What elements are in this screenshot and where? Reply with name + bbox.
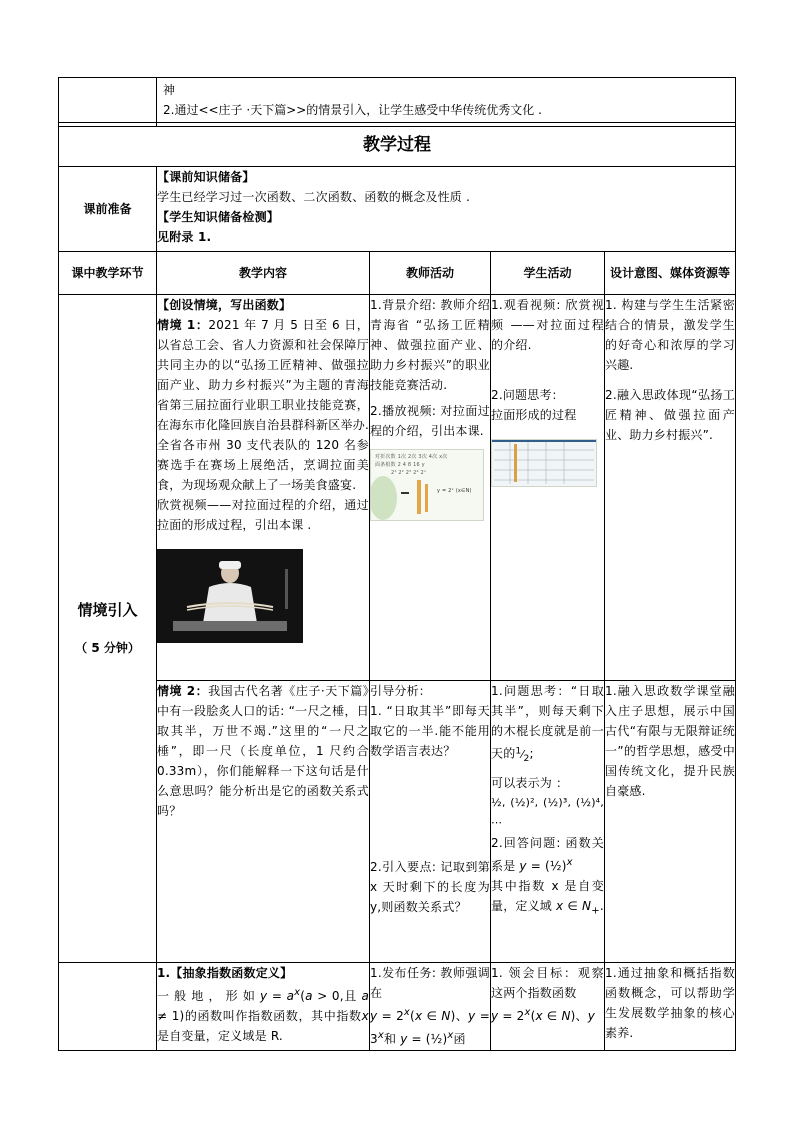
guide-heading: 引导分析： (370, 684, 432, 698)
scenario-1-text: 2021 年 7 月 5 日至 6 日，以省总工会、省人力资源和社会保障厅共同主办的以“弘扬工匠精神、做强拉面产业、助力乡村振兴”为主题的青海省第三届拉面行业职工职业技能竞赛，在海东市化隆回族自治县群科新区举办.全省各市州 30 支代表队的 120 名参赛选手在赛场上展绝活，烹调拉面美食，为现场观众献上了一场美食盛宴. (157, 318, 369, 492)
formula-2x: y (370, 1009, 378, 1023)
top-table-right-cell (157, 78, 736, 127)
prep-heading-2: 【学生知识储备检测】 (157, 210, 280, 224)
intro-label: 情境引入 (77, 600, 138, 619)
function-table-image-icon (371, 450, 483, 520)
scenario-1-label: 情境 1： (157, 318, 209, 332)
definition-formula: y (260, 989, 268, 1003)
scenario-2-student: 1.问题思考：“日取其半”，则每天剩下的木棍长度就是前一天的$^1⁄_2$; 可以表示为 ： ½, (½)², (½)³, (½)⁴, ⋯ 2.回答问题: 函数关系是 y = (½)$^x$ 其中指数 x 是自变量，定义域 x ∈ $N_+$. (491, 681, 605, 963)
svg-text:y = 2ˣ (x∈N): y = 2ˣ (x∈N) (437, 488, 472, 494)
chef-image-icon (157, 549, 303, 643)
domain-formula: x (556, 898, 564, 913)
top-table-left-cell (59, 78, 157, 127)
table-thumbnail-1 (370, 449, 484, 521)
definition-teacher: 1.发布任务: 教师强调在 $y = 2^x(x$ ∈ N)、$y = 3^x$和 y = (½)$^x$函 (370, 963, 491, 1051)
intro-label-cell (59, 295, 157, 963)
design-intent-1: 1. 构建与学生生活紧密结合的情景，激发学生的好奇心和浓厚的学习兴趣. (605, 298, 736, 372)
top-table (58, 77, 736, 127)
scenario-1-student (491, 295, 605, 681)
scenario-1-teacher (370, 295, 491, 681)
intro-time: （ 5 分钟） (75, 640, 140, 655)
student-answer-b: 其中指数 x 是自变量，定义域 (491, 878, 604, 913)
definition-student: 1. 领会目标：观察这两个指数函数 $y = 2^x(x$ ∈ N)、y (491, 963, 605, 1051)
prep-text-2: 见附录 1. (157, 230, 212, 244)
student-activity-2b: 拉面形成的过程 (491, 408, 577, 422)
prep-heading-1: 【课前知识储备】 (157, 170, 255, 184)
prep-content (157, 167, 736, 252)
table-thumbnail-2 (491, 439, 597, 487)
definition-design (605, 963, 736, 1051)
formula-2x-student: y (491, 1009, 499, 1023)
svg-text:对折次数 1次 2次 3次 4次 x次: 对折次数 1次 2次 3次 4次 x次 (375, 454, 448, 460)
student-express: 可以表示为 ： (491, 775, 569, 790)
teacher-activity-1: 1.背景介绍: 教师介绍青海省 “弘扬工匠精神、做强拉面产业、助力乡村振兴”的职业技能竞赛活动. (370, 298, 490, 392)
header-student: 学生活动 (491, 252, 605, 295)
scenario-1-content (157, 295, 370, 681)
prep-text-1: 学生已经学习过一次函数、二次函数、函数的概念及性质 . (157, 190, 471, 204)
definition-text-c: 是自变量，定义域是 R. (157, 1029, 283, 1043)
definition-teacher-fn: 函 (453, 1032, 466, 1046)
header-stage: 课中教学环节 (59, 252, 157, 295)
top-line-1: 神 (163, 83, 176, 97)
header-teacher: 教师活动 (370, 252, 491, 295)
svg-text:2¹ 2² 2³ 2⁴ 2ˣ: 2¹ 2² 2³ 2⁴ 2ˣ (391, 470, 427, 476)
student-activity-1: 1.观看视频: 欣赏视频 ——对拉面过程的介绍. (491, 298, 604, 352)
definition-text-b: 的函数叫作指数函数，其中指数 (184, 1009, 362, 1023)
definition-stage-cell (59, 963, 157, 1051)
noodle-video-photo (157, 549, 303, 643)
scenario-2-text: 我国古代名著《庄子·天下篇》中有一段脍炙人口的话: “一尺之棰，日取其半，万世不竭.”这里的“一尺之棰”，即一尺（长度单位，1 尺约合 0.33m），你们能解释一下这句话是什么意思吗？能分析出是它的函数关系式吗？ (157, 684, 369, 818)
guide-point-2: 2.引入要点: 记取到第 x 天时剩下的长度为 y,则函数关系式？ (370, 860, 490, 914)
header-design: 设计意图、媒体资源等 (605, 252, 736, 295)
prep-label: 课前准备 (59, 167, 157, 252)
scenario-2-teacher (370, 681, 491, 963)
sequence-formula: ½, (½)², (½)³, (½)⁴, ⋯ (491, 795, 604, 829)
scenario-1-text-2: 欣赏视频——对拉面过程的介绍，通过拉面的形成过程，引出本课 . (157, 498, 369, 532)
scenario-2-content (157, 681, 370, 963)
teaching-process-table (58, 122, 736, 1051)
scenario-2-design (605, 681, 736, 963)
definition-teacher-and: 和 (383, 1032, 397, 1046)
design-intent-3: 1.融入思政数学课堂融入庄子思想，展示中国古代“有限与无限辩证统一”的哲学思想，感受中国传统文化，提升民族自豪感. (605, 684, 736, 798)
student-activity-2: 2.问题思考： (491, 388, 564, 402)
definition-text-a: 一 般 地 ， 形 如 (157, 989, 256, 1003)
teacher-activity-2: 2.播放视频: 对拉面过程的介绍，引出本课. (370, 404, 490, 438)
definition-student-head: 1. 领会目标：观察这两个指数函数 (491, 966, 604, 1000)
student-answer: 2.回答问题: 函数关系是 (491, 835, 604, 873)
student-think: 1.问题思考：“日取其半”，则每天剩下的木棍长度就是前一天的 (491, 684, 604, 761)
comparison-table-image-icon (492, 440, 596, 486)
guide-point-1: 1. “日取其半”即每天取它的一半.能不能用数学语言表达？ (370, 704, 490, 758)
definition-content: 1.【抽象指数函数定义】 一 般 地 ， 形 如 $y = a^x(a > 0$,且 a ≠ 1)的函数叫作指数函数，其中指数x是自变量，定义域是 R. (157, 963, 370, 1051)
design-intent-2: 2.融入思政体现“弘扬工匠精神、做强拉面产业、助力乡村振兴”. (605, 388, 736, 442)
header-content: 教学内容 (157, 252, 370, 295)
definition-teacher-head: 1.发布任务: 教师强调在 (370, 966, 490, 1000)
definition-heading: 1.【抽象指数函数定义】 (157, 966, 293, 980)
scenario-2-label: 情境 2： (157, 684, 209, 698)
top-line-2: 2.通过<<庄子 ·天下篇>>的情景引入，让学生感受中华传统优秀文化 . (163, 103, 542, 117)
design-intent-4: 1.通过抽象和概括指数函数概念，可以帮助学生发展数学抽象的核心素养. (605, 966, 736, 1040)
scenario-heading: 【创设情境，写出函数】 (157, 298, 292, 312)
fraction-half: $^1⁄_2$ (515, 745, 530, 764)
svg-text:面条根数 2 4 8 16 y: 面条根数 2 4 8 16 y (375, 462, 425, 468)
function-formula: y (519, 858, 527, 873)
section-title: 教学过程 (59, 123, 736, 167)
scenario-1-design (605, 295, 736, 681)
